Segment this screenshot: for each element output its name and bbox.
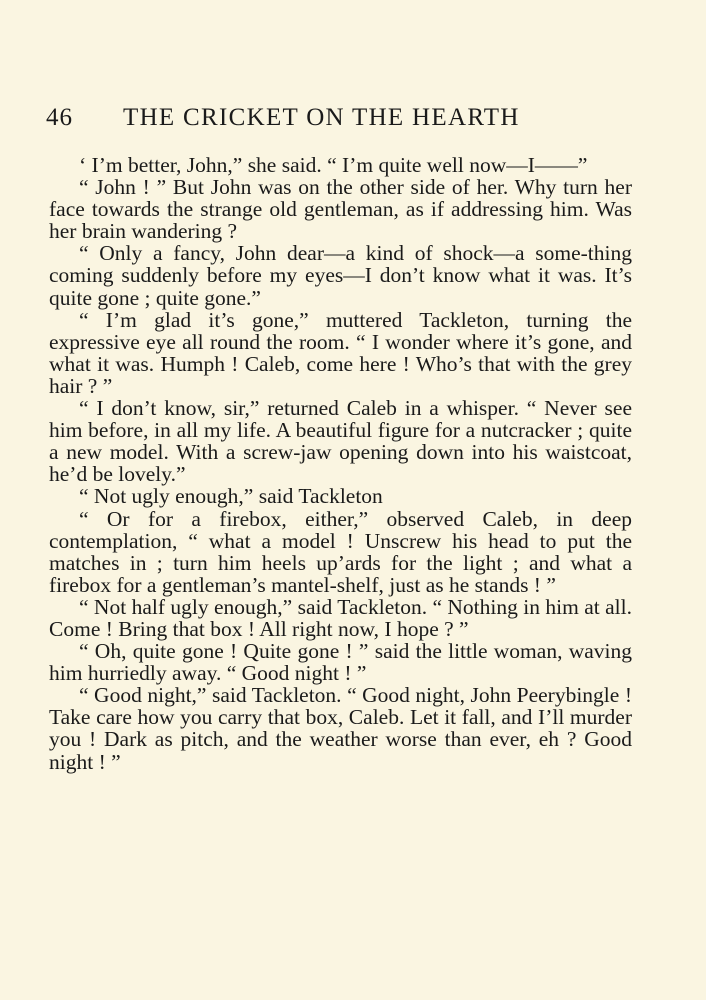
paragraph: “ I don’t know, sir,” returned Caleb in a whisper. “ Never see him before, in all my life. A beautiful figure for a nutcracker ; quite a new model. With a screw-jaw opening down into his waistcoat, he’d be lovely.” [49,396,632,487]
paragraph: “ Not ugly enough,” said Tackleton [79,484,383,509]
paragraph: “ Only a fancy, John dear—a kind of shock—a some-thing coming suddenly before my eyes—I don’t know what it was. It’s quite gone ; quite gone.” [49,241,632,310]
page-number: 46 [46,104,73,131]
paragraph: “ I’m glad it’s gone,” muttered Tackleton, turning the expressive eye all round the room. “ I wonder where it’s gone, and what it was. Humph ! Caleb, come here ! Who’s that with the grey hair ? ” [49,307,632,398]
paragraph: “ Oh, quite gone ! Quite gone ! ” said the little woman, waving him hurriedly away. “ Good night ! ” [49,639,632,686]
paragraph: “ Not half ugly enough,” said Tackleton. “ Nothing in him at all. Come ! Bring that box ! All right now, I hope ? ” [49,594,632,641]
paragraph: “ Or for a firebox, either,” observed Caleb, in deep contemplation, “ what a model ! Unscrew his head to put the matches in ; turn him heels up’ards for the light ; and what a firebox for a gentleman’s mantel-shelf, just as he stands ! ” [49,506,632,597]
running-head [46,104,636,144]
paragraph: ‘ I’m better, John,” she said. “ I’m quite well now—I——” [79,153,588,177]
paragraph: “ John ! ” But John was on the other side of her. Why turn her face towards the strange old gentleman, as if addressing him. Was her brain wandering ? [49,175,632,244]
paragraph: “ Good night,” said Tackleton. “ Good night, John Peerybingle ! Take care how you carry that box, Caleb. Let it fall, and I’ll murder you ! Dark as pitch, and the weather worse than ever, eh ? Good night ! ” [49,683,632,774]
book-title: THE CRICKET ON THE HEARTH [123,104,520,131]
body-text [49,154,632,773]
